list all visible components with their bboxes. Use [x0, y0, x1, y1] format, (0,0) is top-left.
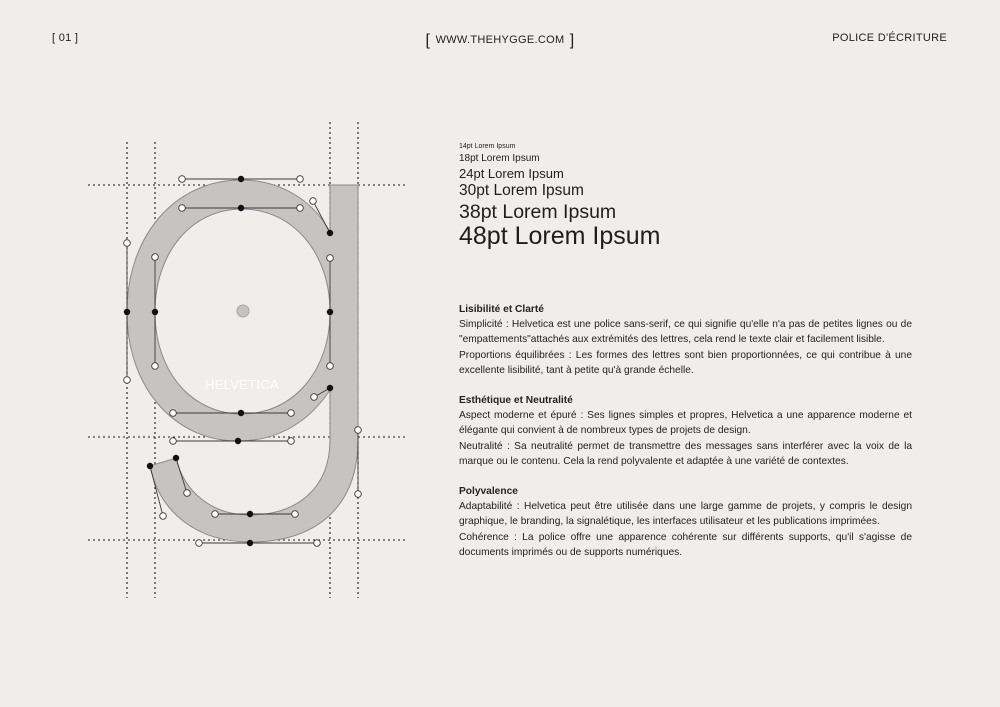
- glyph-label: HELVETICA: [205, 377, 279, 392]
- section-readability: [459, 302, 912, 378]
- paragraph: Neutralité : Sa neutralité permet de transmettre des messages sans interférer avec la voix de la marque ou le contenu. Cela la rend polyvalente et adaptée à une variété de contextes.: [459, 440, 912, 467]
- section-heading: Lisibilité et Clarté: [459, 304, 544, 315]
- paragraph: Adaptabilité : Helvetica peut être utilisée dans une large gamme de projets, y compris le design graphique, le branding, la signalétique, les interfaces utilisateur et les publications imprimées.: [459, 501, 912, 528]
- bracket-left-icon: [: [425, 32, 431, 49]
- paragraph: Aspect moderne et épuré : Ses lignes simples et propres, Helvetica a une apparence moderne et élégante qui convient à de nombreux types de projets de design.: [459, 410, 912, 437]
- paragraph: Proportions équilibrées : Les formes des lettres sont bien proportionnées, ce qui contribue à une excellente lisibilité, tant à petite qu'à grande échelle.: [459, 349, 912, 376]
- letter-g-shape: [127, 180, 358, 542]
- page-number: [ 01 ]: [52, 32, 79, 44]
- type-size-samples: [459, 143, 661, 250]
- letter-g-construction-diagram: [0, 0, 420, 620]
- center-point-icon: [237, 305, 249, 317]
- website-url[interactable]: WWW.THEHYGGE.COM: [435, 34, 565, 46]
- sample-14pt: 14pt Lorem Ipsum: [459, 143, 516, 150]
- paragraph: Simplicité : Helvetica est une police sans-serif, ce qui signifie qu'elle n'a pas de petites lignes ou de "empattements"attachés aux extrémités des lettres, cela rend le texte clair et facilement lisible.: [459, 319, 912, 346]
- sample-38pt: 38pt Lorem Ipsum: [459, 201, 617, 224]
- description-text: [459, 302, 912, 575]
- bracket-right-icon: ]: [569, 32, 575, 49]
- section-heading: Esthétique et Neutralité: [459, 395, 573, 407]
- section-heading: Polyvalence: [459, 486, 518, 498]
- sample-48pt: 48pt Lorem Ipsum: [459, 221, 661, 250]
- paragraph: Cohérence : La police offre une apparence cohérente sur différents supports, qu'il s'agisse de documents imprimés ou de supports numériques.: [459, 531, 912, 558]
- sample-24pt: 24pt Lorem Ipsum: [459, 165, 564, 181]
- section-aesthetics: [459, 393, 912, 469]
- section-title: POLICE D'ÉCRITURE: [832, 32, 947, 44]
- section-versatility: [459, 484, 912, 560]
- sample-18pt: 18pt Lorem Ipsum: [459, 153, 540, 165]
- sample-30pt: 30pt Lorem Ipsum: [459, 182, 584, 200]
